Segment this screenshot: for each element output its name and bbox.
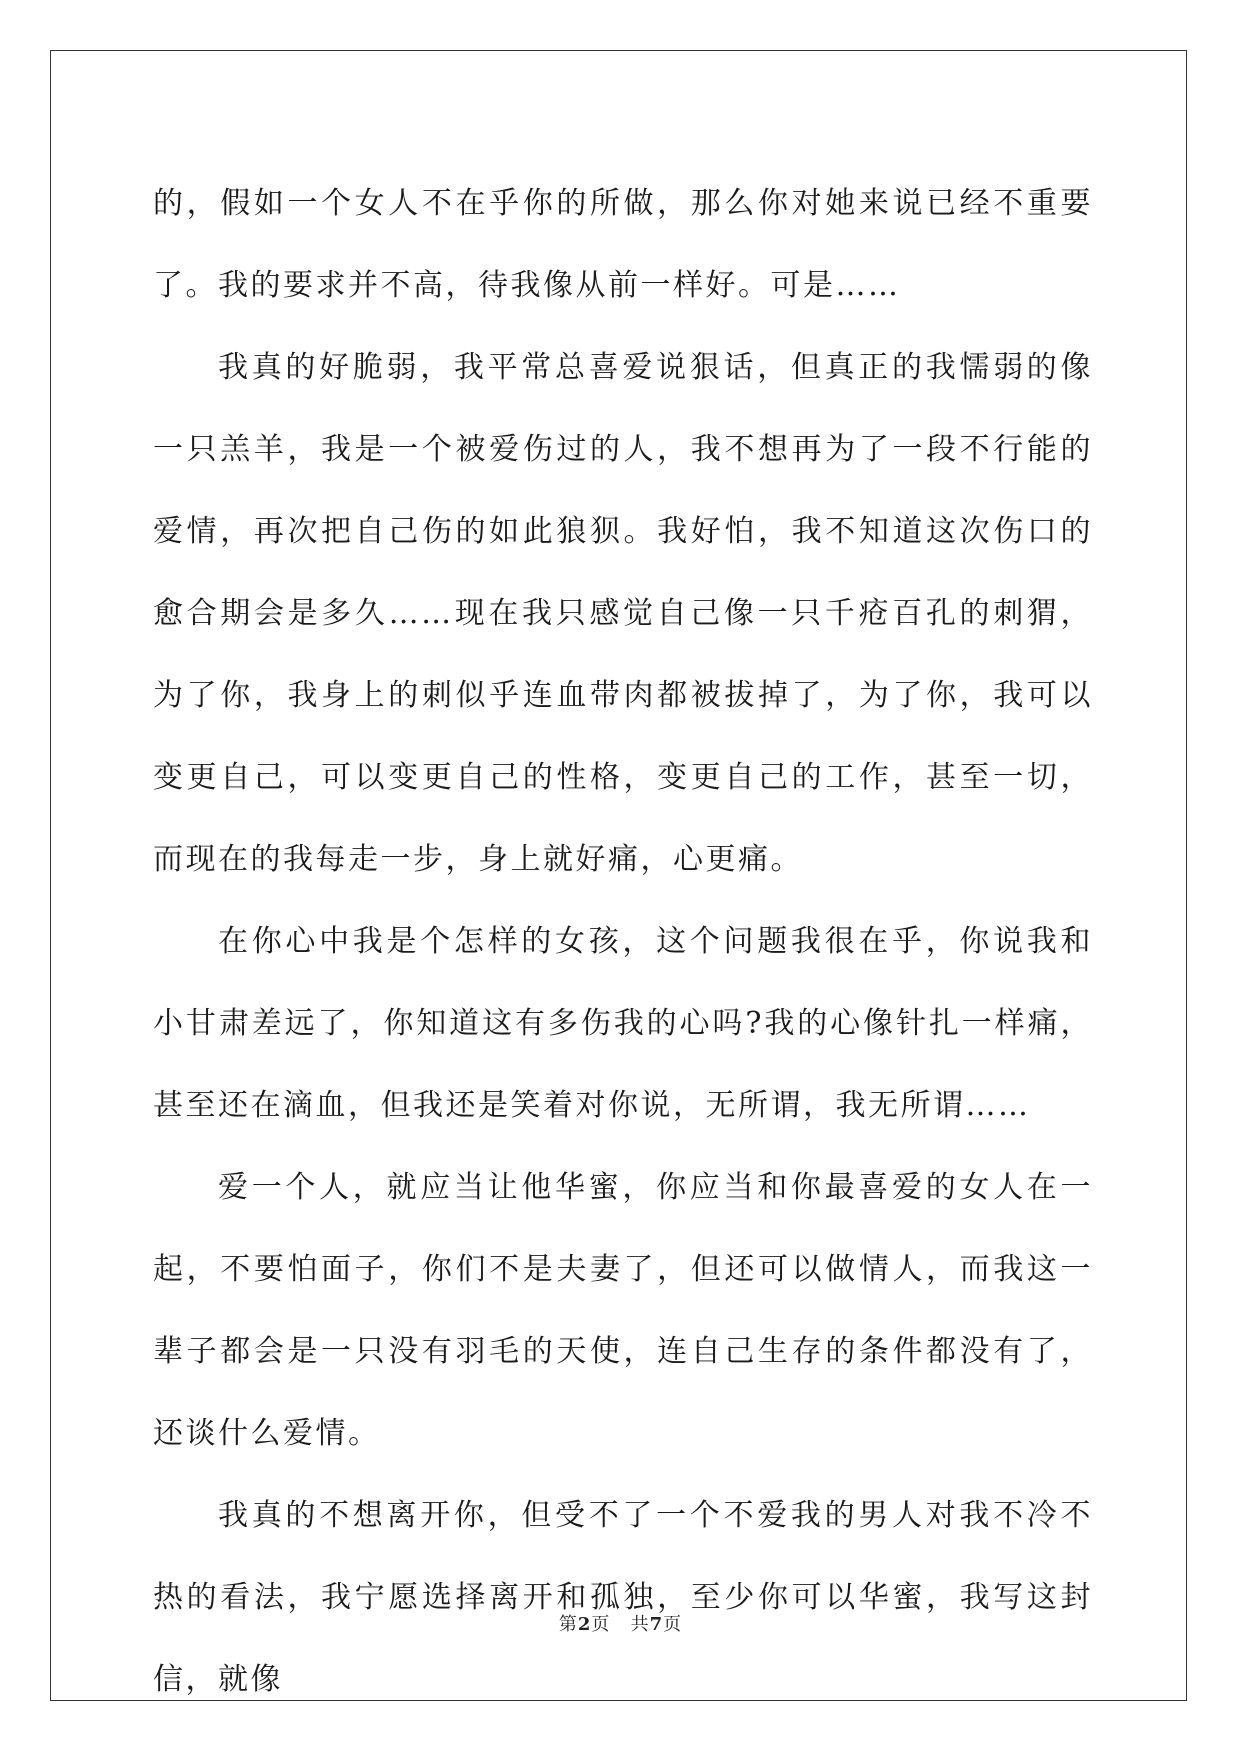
paragraph-5: 我真的不想离开你，但受不了一个不爱我的男人对我不冷不热的看法，我宁愿选择离开和孤独，至少你可以华蜜，我写这封信，就像 <box>153 1498 1093 1697</box>
paragraph-3: 在你心中我是个怎样的女孩，这个问题我很在乎，你说我和小甘肃差远了，你知道这有多伤我的心吗?我的心像针扎一样痛，甚至还在滴血，但我还是笑着对你说，无所谓，我无所谓…… <box>153 924 1093 1123</box>
paragraph-1: 的，假如一个女人不在乎你的所做，那么你对她来说已经不重要了。我的要求并不高，待我像从前一样好。可是…… <box>153 186 1093 303</box>
page-prefix: 第 <box>558 1614 578 1635</box>
total-prefix: 共 <box>630 1614 650 1635</box>
page-suffix: 页 <box>591 1614 611 1635</box>
document-body <box>153 163 1093 1721</box>
page-footer <box>0 1610 1241 1636</box>
paragraph-2: 我真的好脆弱，我平常总喜爱说狠话，但真正的我懦弱的像一只羔羊，我是一个被爱伤过的人，我不想再为了一段不行能的爱情，再次把自己伤的如此狼狈。我好怕，我不知道这次伤口的愈合期会是多久……现在我只感觉自己像一只千疮百孔的刺猬，为了你，我身上的刺似乎连血带肉都被拔掉了，为了你，我可以变更自己，可以变更自己的性格，变更自己的工作，甚至一切，而现在的我每走一步，身上就好痛，心更痛。 <box>153 350 1093 877</box>
total-suffix: 页 <box>663 1614 683 1635</box>
page-total: 7 <box>649 1614 664 1635</box>
page-current: 2 <box>577 1614 592 1635</box>
paragraph-4: 爱一个人，就应当让他华蜜，你应当和你最喜爱的女人在一起，不要怕面子，你们不是夫妻了，但还可以做情人，而我这一辈子都会是一只没有羽毛的天使，连自己生存的条件都没有了，还谈什么爱情。 <box>153 1170 1093 1451</box>
